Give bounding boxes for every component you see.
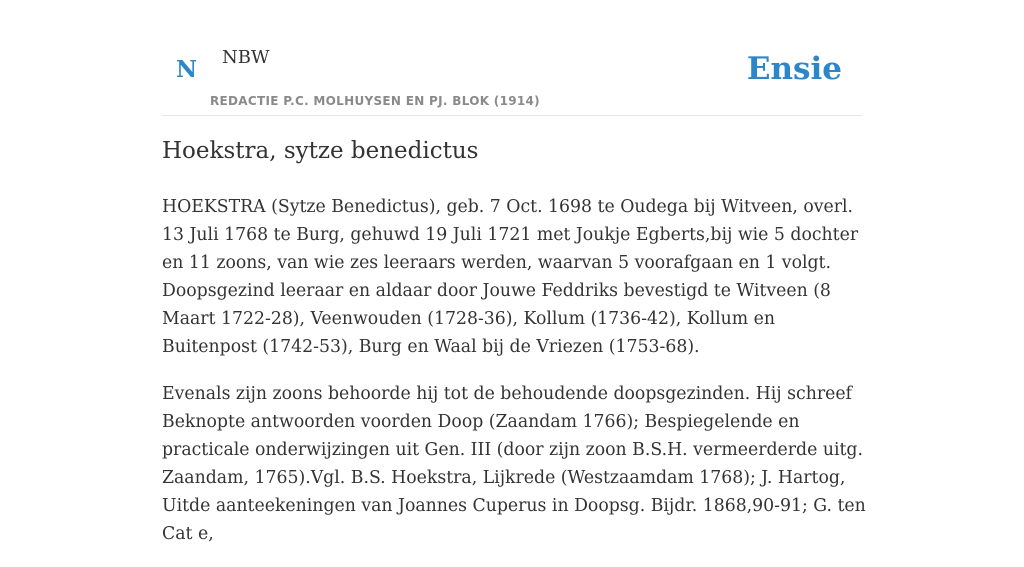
source-logo[interactable]: N [176, 56, 198, 83]
article-body [162, 193, 868, 567]
article-paragraph: HOEKSTRA (Sytze Benedictus), geb. 7 Oct. 1698 te Oudega bij Witveen, overl. 13 Juli 1768 te Burg, gehuwd 19 Juli 1721 met Joukje Egberts,bij wie 5 dochter en 11 zoons, van wie zes leeraars werden, waarvan 5 voorafgaan en 1 volgt. Doopsgezind leeraar en aldaar door Jouwe Feddriks bevestigd te Witveen (8 Maart 1722-28), Veenwouden (1728-36), Kollum (1736-42), Kollum en Buitenpost (1742-53), Burg en Waal bij de Vriezen (1753-68). [162, 197, 859, 357]
page-title: Hoekstra, sytze benedictus [162, 138, 479, 164]
source-editors: REDACTIE P.C. MOLHUYSEN EN PJ. BLOK (1914) [210, 94, 540, 108]
source-name[interactable]: NBW [222, 47, 270, 68]
article-paragraph: Evenals zijn zoons behoorde hij tot de behoudende doopsgezinden. Hij schreef Beknopte antwoorden voorden Doop (Zaandam 1766); Bespiegelende en practicale onderwijzingen uit Gen. III (door zijn zoon B.S.H. vermeerderde uitg. Zaandam, 1765).Vgl. B.S. Hoekstra, Lijkrede (Westzaamdam 1768); J. Hartog, Uitde aanteekeningen van Joannes Cuperus in Doopsg. Bijdr. 1868,90-91; G. ten Cat e, [162, 384, 866, 544]
brand-logo[interactable]: Ensie [746, 51, 842, 87]
header [162, 30, 862, 116]
